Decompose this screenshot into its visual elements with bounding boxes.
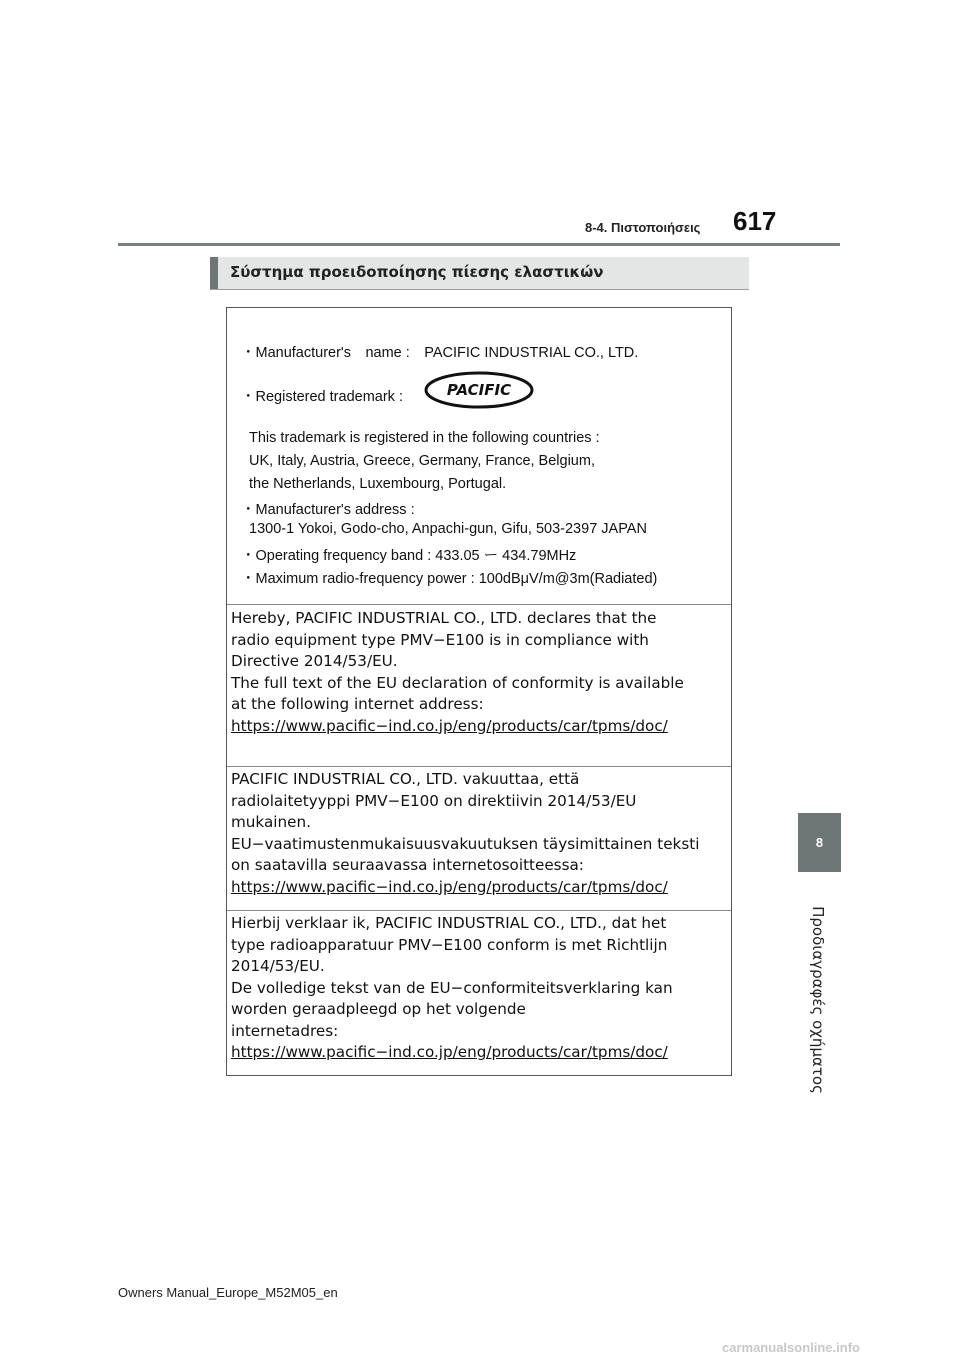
declaration-line: radio equipment type PMV−E100 is in compliance with [231,630,649,649]
address-value: 1300-1 Yokoi, Godo-cho, Anpachi-gun, Gifu, 503-2397 JAPAN [249,521,647,537]
declaration-line: PACIFIC INDUSTRIAL CO., LTD. vakuuttaa, että [231,770,580,788]
chapter-tab[interactable] [798,813,841,872]
divider [227,604,731,605]
footer-text: Owners Manual_Europe_M52M05_en [118,1285,338,1300]
logo-text: PACIFIC [446,381,512,399]
section-title-bar [210,257,749,290]
registered-trademark-label: ・Registered trademark : [241,389,403,405]
declaration-line: at the following internet address: [231,695,484,713]
trademark-note-1: This trademark is registered in the following countries : [249,430,600,446]
declaration-url-link[interactable]: https://www.pacific−ind.co.jp/eng/products/car/tpms/doc/ [231,716,668,735]
declaration-url-link[interactable]: https://www.pacific−ind.co.jp/eng/products/car/tpms/doc/ [231,1043,668,1061]
title-accent [210,257,218,289]
certification-box [226,307,732,1076]
declaration-line: Directive 2014/53/EU. [231,652,398,670]
declaration-english [231,608,727,737]
divider [227,766,731,767]
chapter-number: 8 [815,835,824,850]
chapter-title-vertical: Προδιαγραφές οχήματος [809,906,827,1094]
declaration-line: type radioapparatuur PMV−E100 conform is met Richtlijn [231,935,668,954]
declaration-finnish [231,769,727,898]
declaration-line: EU−vaatimustenmukaisuusvakuutuksen täysimittainen teksti [231,834,700,853]
divider [227,910,731,911]
manufacturer-name: ・Manufacturer's name : PACIFIC INDUSTRIAL CO., LTD. [241,345,639,361]
page-number: 617 [733,206,777,236]
header-rule [118,243,840,246]
declaration-line: Hereby, PACIFIC INDUSTRIAL CO., LTD. declares that the [231,609,657,627]
declaration-url-link[interactable]: https://www.pacific−ind.co.jp/eng/products/car/tpms/doc/ [231,877,668,896]
trademark-note-2: UK, Italy, Austria, Greece, Germany, France, Belgium, [249,453,595,469]
declaration-dutch [231,913,727,1064]
declaration-line: radiolaitetyyppi PMV−E100 on direktiivin 2014/53/EU [231,791,637,810]
header-section-label: 8-4. Πιστοποιήσεις [585,220,701,235]
pacific-logo-icon [423,371,535,409]
declaration-line: The full text of the EU declaration of conformity is available [231,673,684,692]
watermark: carmanualsonline.info [722,1340,860,1355]
declaration-line: on saatavilla seuraavassa internetosoitteessa: [231,856,584,874]
frequency-band: ・Operating frequency band : 433.05 ー 434.79MHz [241,548,577,564]
declaration-line: Hierbij verklaar ik, PACIFIC INDUSTRIAL CO., LTD., dat het [231,914,667,932]
address-label: ・Manufacturer's address : [241,502,415,518]
certification-label [227,308,731,604]
declaration-line: De volledige tekst van de EU−conformiteitsverklaring kan [231,978,673,997]
max-rf-power: ・Maximum radio-frequency power : 100dBμV/m@3m(Radiated) [241,571,658,587]
declaration-line: 2014/53/EU. [231,957,325,975]
declaration-line: mukainen. [231,813,311,831]
declaration-line: internetadres: [231,1021,339,1040]
section-title: Σύστημα προειδοποίησης πίεσης ελαστικών [230,263,604,281]
trademark-note-3: the Netherlands, Luxembourg, Portugal. [249,476,507,492]
declaration-line: worden geraadpleegd op het volgende [231,1000,526,1018]
